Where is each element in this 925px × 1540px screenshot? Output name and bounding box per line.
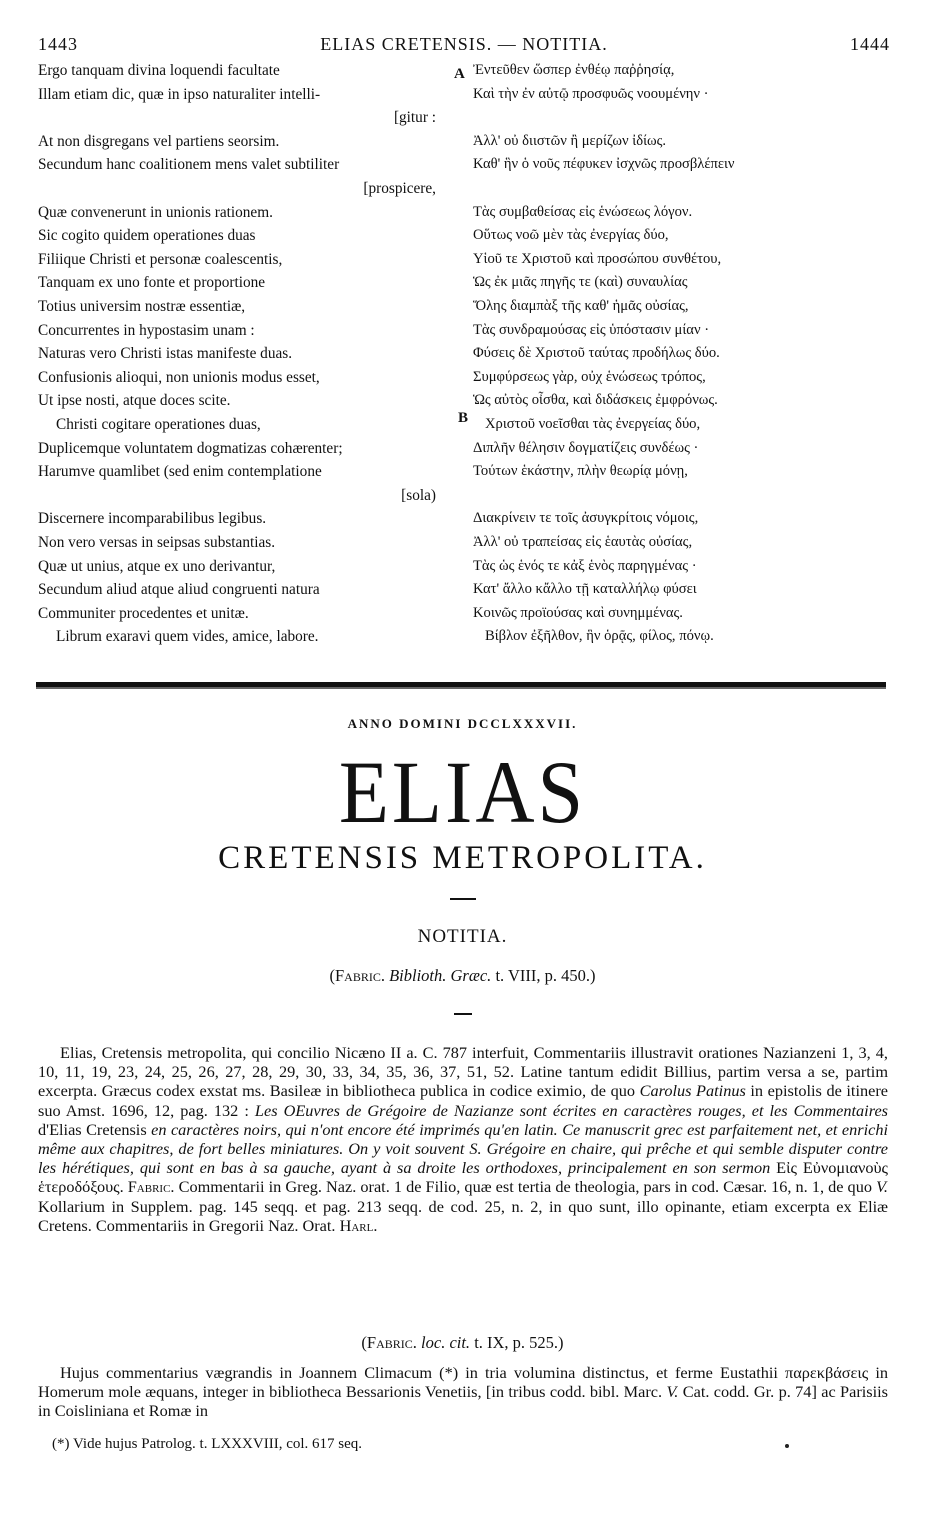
text: Hujus commentarius vægrandis in Joannem Climacum (*) in tria volumina distinctus, et ferme Eustathii: [60, 1363, 786, 1382]
verse-line: [38, 156, 890, 179]
verse-line: [38, 628, 890, 651]
author-abbrev: Harl.: [339, 1215, 378, 1235]
latin-turnover: [gitur :: [393, 109, 436, 127]
verse-line: [38, 416, 890, 439]
greek-line: Χριστοῦ νοεῖσθαι τὰς ἐνεργείας δύο,: [485, 416, 701, 432]
commentary-paragraph: [38, 1363, 888, 1421]
verse-line: [38, 463, 890, 486]
latin-line: At non disgregans vel partiens seorsim.: [38, 132, 280, 150]
greek-line: Ὅλης διαμπὰξ τῆς καθ' ἡμᾶς οὐσίας,: [473, 298, 689, 314]
greek-line: Τὰς συμβαθείσας εἰς ἑνώσεως λόγον.: [473, 203, 693, 220]
latin-line: Tanquam ex uno fonte et proportione: [38, 274, 266, 292]
verse-line: [38, 274, 890, 297]
verse-line: [38, 322, 890, 345]
latin-line: Secundum hanc coalitionem mens valet subtiliter: [38, 156, 340, 174]
text: in Homerum mole æquans, integer in bibliotheca Bessarionis Venetiis, [in tribus codd. bibl. Marc.: [38, 1363, 888, 1402]
citation-open: (: [329, 966, 335, 985]
verse-line: [38, 392, 890, 415]
greek-line: Οὕτως νοῶ μὲν τὰς ἐνεργίας δύο,: [473, 227, 669, 244]
latin-line: Confusionis alioqui, non unionis modus esset,: [38, 368, 320, 386]
italic-text: V.: [876, 1177, 888, 1197]
verse-block: [38, 62, 890, 692]
text: Elias, Cretensis metropolita, qui concilio Nicæno II a. C. 787 interfuit, Commentariis illustravit orationes Nazianzeni 1, 3, 4, 10, 11, 19, 23, 24, 25, 26, 27, 28, 29, 30, 33, 34, 35, 36, 37, 51, 52. Latine tantum edidit Billius, partim versa a se, partim excerpta. Græcus codex exstat ms. Basileæ in bibliotheca publica in codice eximio, de quo: [38, 1043, 888, 1101]
greek-line: Υἱοῦ τε Χριστοῦ καὶ προσώπου συνθέτου,: [473, 250, 722, 267]
latin-line: Sic cogito quidem operationes duas: [38, 227, 256, 245]
greek-line: Ἐντεῦθεν ὥσπερ ἐνθέῳ παῤῥησίᾳ,: [473, 62, 675, 78]
greek-text: παρεκβάσεις: [785, 1363, 869, 1382]
margin-marker-a: A: [454, 66, 465, 82]
greek-line: Ἀλλ' οὐ διιστῶν ἢ μερίζων ἰδίως.: [473, 132, 667, 149]
greek-line: Διακρίνειν τε τοῖς ἀσυγκρίτοις νόμοις,: [473, 510, 699, 527]
verse-line: [38, 62, 890, 85]
italic-text: V.: [666, 1382, 679, 1402]
citation-work: loc. cit.: [421, 1333, 471, 1352]
year-heading: ANNO DOMINI DCCLXXXVII.: [347, 716, 578, 731]
text: d'Elias Cretensis: [38, 1119, 152, 1139]
latin-turnover: [prospicere,: [363, 180, 436, 197]
author-subtitle: CRETENSIS METROPOLITA.: [218, 840, 707, 876]
section-rule: [36, 682, 886, 687]
latin-line: Filiique Christi et personæ coalescentis,: [38, 250, 283, 268]
latin-line: Totius universim nostræ essentiæ,: [38, 298, 246, 315]
verse-line: [38, 558, 890, 581]
latin-line: Secundum aliud atque aliud congruenti natura: [38, 581, 320, 599]
latin-line: Quæ convenerunt in unionis rationem.: [38, 203, 273, 221]
running-title: ELIAS CRETENSIS. — NOTITIA.: [320, 34, 608, 54]
verse-line: [38, 510, 890, 533]
italic-text: Les OEuvres de Grégoire de Nazianze sont écrites en caractères rouges, et les Commentaires: [254, 1100, 889, 1120]
citation-location: t. IX, p. 525.): [474, 1333, 564, 1352]
greek-line: Τὰς ὡς ἑνός τε κἀξ ἑνὸς παρηγμένας ·: [473, 557, 697, 574]
latin-line: Naturas vero Christi istas manifeste duas.: [38, 345, 293, 363]
verse-line: [38, 227, 890, 250]
verse-line: [38, 440, 890, 463]
latin-line: Librum exaravi quem vides, amice, labore.: [56, 628, 319, 646]
latin-line: Discernere incomparabilibus legibus.: [38, 510, 267, 528]
footnote: (*) Vide hujus Patrolog. t. LXXXVIII, col. 617 seq.: [52, 1436, 363, 1452]
verse-line: [38, 251, 890, 274]
greek-text: Εἰς Εὐνομιανοὺς ἑτεροδόξους.: [38, 1158, 889, 1197]
citation-author: Fabric.: [366, 1333, 417, 1352]
verse-line: [38, 581, 890, 604]
author-abbrev: Fabric.: [127, 1177, 175, 1197]
latin-line: Duplicemque voluntatem dogmatizas cohærenter;: [38, 439, 343, 457]
verse-line: [38, 180, 890, 203]
running-head: [38, 34, 890, 56]
verse-line: [38, 487, 890, 510]
text: in epistolis de itinere suo Amst. 1696, 12, pag. 132 :: [38, 1081, 888, 1120]
citation-work: Biblioth. Græc.: [389, 966, 492, 985]
latin-line: Christi cogitare operationes duas,: [56, 416, 261, 433]
verse-line: [38, 204, 890, 227]
text: Commentarii in Greg. Naz. orat. 1 de Filio, quæ est tertia de theologia, pars in cod. Cæsar. 16, n. 1, de quo: [174, 1177, 877, 1197]
latin-line: Quæ ut unius, atque ex uno derivantur,: [38, 557, 276, 575]
greek-line: Ἀλλ' οὐ τραπείσας εἰς ἑαυτὰς οὐσίας,: [473, 534, 693, 550]
greek-line: Τούτων ἑκάστην, πλὴν θεωρίᾳ μόνῃ,: [473, 463, 688, 480]
latin-turnover: [sola): [401, 486, 436, 504]
author-title: ELIAS: [338, 743, 587, 842]
greek-line: Κοινῶς προϊούσας καὶ συνημμένας.: [473, 604, 683, 621]
verse-line: [38, 298, 890, 321]
source-citation: [0, 1333, 925, 1353]
verse-line: [38, 534, 890, 557]
greek-line: Ὡς ἐκ μιᾶς πηγῆς τε (καὶ) συναυλίας: [473, 274, 688, 291]
greek-line: Κατ' ἄλλο κἄλλο τῇ καταλλήλῳ φύσει: [473, 581, 697, 598]
latin-line: Illam etiam dic, quæ in ipso naturaliter intelli-: [38, 85, 321, 103]
short-rule: [450, 898, 476, 900]
column-number-left: 1443: [38, 34, 78, 54]
verse-line: [38, 345, 890, 368]
verse-line: [38, 605, 890, 628]
greek-line: Διπλῆν θέλησιν δογματίζεις συνδέως ·: [473, 439, 699, 456]
section-heading: NOTITIA.: [417, 926, 508, 947]
greek-line: Βίβλον ἐξῆλθον, ἣν ὁρᾷς, φίλος, πόνῳ.: [485, 628, 714, 645]
greek-line: Τὰς συνδραμούσας εἰς ὑπόστασιν μίαν ·: [473, 321, 710, 338]
latin-line: Concurrentes in hypostasim unam :: [38, 321, 255, 339]
verse-line: [38, 86, 890, 109]
latin-line: Ergo tanquam divina loquendi facultate: [38, 62, 280, 79]
notitia-paragraph: [38, 1043, 888, 1235]
stray-mark: [785, 1444, 789, 1448]
margin-marker-b: B: [458, 410, 469, 426]
verse-line: [38, 369, 890, 392]
citation-author: Fabric.: [334, 966, 385, 985]
citation-location: t. VIII, p. 450.): [495, 966, 596, 985]
italic-text: Carolus Patinus: [639, 1081, 746, 1101]
italic-text: en caractères noirs, qui n'ont encore été imprimés qu'en latin. Ce manuscrit grec est parfaitement net, et enrichi même aux chapitres, de fort belles miniatures. On y voit souvent S. Grégoire en chaire, qui prêche et qui semble disputer contre les hérétiques, qui sont en bas à sa gauche, ayant à sa droite les orthodoxes, principalement en son sermon: [38, 1119, 888, 1178]
text: Cat. codd. Gr. p. 74] ac Parisiis in Coisliniana et Romæ in: [38, 1382, 888, 1421]
latin-line: Communiter procedentes et unitæ.: [38, 604, 249, 622]
verse-line: [38, 109, 890, 132]
text: Kollarium in Supplem. pag. 145 seqq. et pag. 213 seqq. de cod. 25, n. 2, in quo sunt, illo opinante, etiam excerpta ex Eliæ Cretens. Commentariis in Gregorii Naz. Orat.: [38, 1196, 888, 1235]
citation-open: (: [361, 1333, 367, 1352]
latin-line: Ut ipse nosti, atque doces scite.: [38, 392, 231, 410]
verse-line: [38, 133, 890, 156]
greek-line: Φύσεις δὲ Χριστοῦ ταύτας προδήλως δύο.: [473, 345, 720, 362]
greek-line: Συμφύρσεως γὰρ, οὐχ ἑνώσεως τρόπος,: [473, 368, 706, 385]
source-citation: [0, 966, 925, 986]
column-number-right: 1444: [850, 34, 890, 54]
greek-line: Καθ' ἣν ὁ νοῦς πέφυκεν ἰσχνῶς προσβλέπειν: [473, 156, 735, 173]
short-rule: [454, 1013, 472, 1015]
greek-line: Καὶ τὴν ἐν αὐτῷ προσφυῶς νοουμένην ·: [473, 85, 709, 102]
latin-line: Harumve quamlibet (sed enim contemplatione: [38, 463, 322, 481]
latin-line: Non vero versas in seipsas substantias.: [38, 534, 276, 551]
greek-line: Ὡς αὐτὸς οἶσθα, καὶ διδάσκεις ἐμφρόνως.: [473, 392, 718, 409]
